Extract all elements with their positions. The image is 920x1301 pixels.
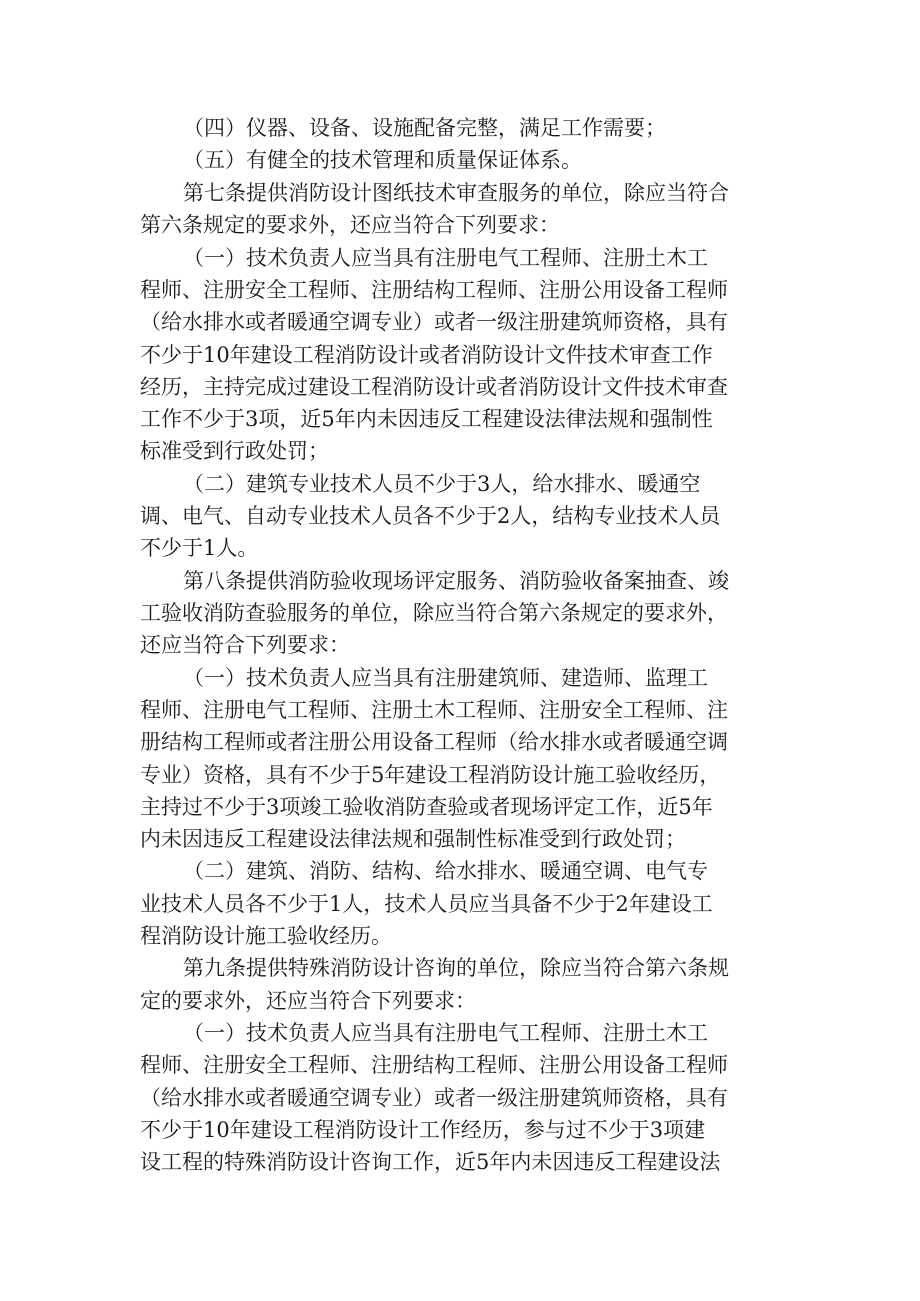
text-line: 第九条提供特殊消防设计咨询的单位，除应当符合第六条规 — [183, 956, 729, 980]
text-line: （一）技术负责人应当具有注册建筑师、建造师、监理工 — [183, 666, 708, 690]
text-line: 程师、注册电气工程师、注册土木工程师、注册安全工程师、注 — [140, 698, 728, 722]
text-line: 还应当符合下列要求： — [140, 633, 350, 657]
text-line: （一）技术负责人应当具有注册电气工程师、注册土木工 — [183, 1021, 708, 1045]
text-line: 业技术人员各不少于1人，技术人员应当具备不少于2年建设工 — [140, 892, 713, 916]
text-line: 第七条提供消防设计图纸技术审查服务的单位，除应当符合 — [183, 181, 729, 205]
text-line: 内未因违反工程建设法律法规和强制性标准受到行政处罚； — [140, 827, 686, 851]
text-line: 工验收消防查验服务的单位，除应当符合第六条规定的要求外， — [140, 601, 728, 625]
text-line: 第六条规定的要求外，还应当符合下列要求： — [140, 213, 560, 237]
text-line: 设工程的特殊消防设计咨询工作，近5年内未因违反工程建设法 — [140, 1150, 721, 1174]
text-line: （二）建筑、消防、结构、给水排水、暖通空调、电气专 — [183, 859, 708, 883]
text-line: 程师、注册安全工程师、注册结构工程师、注册公用设备工程师 — [140, 1053, 728, 1077]
text-line: （二）建筑专业技术人员不少于3人，给水排水、暖通空 — [183, 472, 701, 496]
text-line: （五）有健全的技术管理和质量保证体系。 — [183, 148, 582, 172]
text-line: 不少于10年建设工程消防设计或者消防设计文件技术审查工作 — [140, 343, 713, 367]
text-line: 不少于1人。 — [140, 536, 259, 560]
text-line: 不少于10年建设工程消防设计工作经历，参与过不少于3项建 — [140, 1118, 706, 1142]
text-line: 程师、注册安全工程师、注册结构工程师、注册公用设备工程师 — [140, 278, 728, 302]
text-line: （一）技术负责人应当具有注册电气工程师、注册土木工 — [183, 246, 708, 270]
text-line: （给水排水或者暖通空调专业）或者一级注册建筑师资格，具有 — [140, 310, 728, 334]
text-line: 定的要求外，还应当符合下列要求： — [140, 989, 476, 1013]
text-line: 标准受到行政处罚； — [140, 439, 329, 463]
text-line: 程消防设计施工验收经历。 — [140, 924, 392, 948]
text-line: （四）仪器、设备、设施配备完整，满足工作需要； — [183, 116, 666, 140]
text-line: 主持过不少于3项竣工验收消防查验或者现场评定工作，近5年 — [140, 795, 713, 819]
text-line: 专业）资格，具有不少于5年建设工程消防设计施工验收经历， — [140, 763, 721, 787]
text-line: 册结构工程师或者注册公用设备工程师（给水排水或者暖通空调 — [140, 730, 728, 754]
text-line: 调、电气、自动专业技术人员各不少于2人，结构专业技术人员 — [140, 504, 721, 528]
text-line: 经历，主持完成过建设工程消防设计或者消防设计文件技术审查 — [140, 375, 728, 399]
text-line: （给水排水或者暖通空调专业）或者一级注册建筑师资格，具有 — [140, 1086, 728, 1110]
text-line: 第八条提供消防验收现场评定服务、消防验收备案抽查、竣 — [183, 569, 729, 593]
text-line: 工作不少于3项，近5年内未因违反工程建设法律法规和强制性 — [140, 407, 713, 431]
